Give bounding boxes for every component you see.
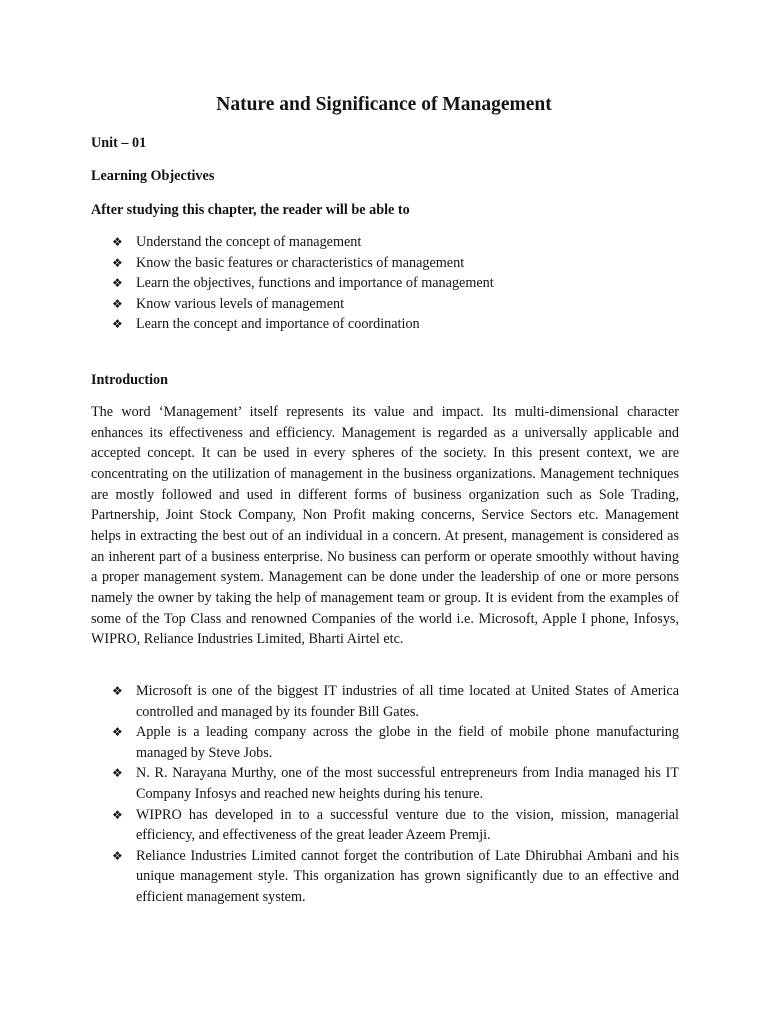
diamond-bullet-icon: ❖: [112, 255, 123, 270]
example-item: [0, 846, 679, 908]
examples-list: [0, 681, 679, 908]
example-text: Reliance Industries Limited cannot forget the contribution of Late Dhirubhai Ambani and his unique management style. This organization has grown significantly due to an effective and efficient management system.: [136, 847, 679, 905]
example-item: [0, 805, 679, 846]
objective-text: Learn the concept and importance of coordination: [136, 316, 420, 333]
unit-label: Unit – 01: [91, 135, 147, 151]
diamond-bullet-icon: ❖: [112, 848, 123, 863]
diamond-bullet-icon: ❖: [112, 766, 123, 781]
objective-text: Understand the concept of management: [136, 234, 362, 250]
document-title: Nature and Significance of Management: [216, 94, 552, 115]
introduction-paragraph: The word ‘Management’ itself represents its value and impact. Its multi-dimensional character enhances its effectiveness and efficiency. Management is regarded as a universally applicable and accepted concept. It can be used in every spheres of the society. In this present context, we are concentrating on the utilization of management in the business organizations. Management techniques are mostly followed and used in different forms of business organization such as Sole Trading, Partnership, Joint Stock Company, Non Profit making concerns, Service Sectors etc. Management helps in extracting the best out of an individual in a concern. At present, management is considered as an inherent part of a business enterprise. No business can perform or operate smoothly without having a proper management system. Management can be done under the leadership of one or more persons namely the owner by taking the help of management team or group. It is evident from the examples of some of the Top Class and renowned Companies of the world i.e. Microsoft, Apple I phone, Infosys, WIPRO, Reliance Industries Limited, Bharti Airtel etc.: [91, 404, 679, 648]
example-item: [0, 681, 679, 722]
example-text: Apple is a leading company across the globe in the field of mobile phone manufacturing managed by Steve Jobs.: [136, 724, 679, 761]
example-text: N. R. Narayana Murthy, one of the most successful entrepreneurs from India managed his IT Company Infosys and reached new heights during his tenure.: [136, 765, 679, 802]
example-item: [0, 722, 679, 763]
diamond-bullet-icon: ❖: [112, 725, 123, 740]
after-studying-heading: After studying this chapter, the reader will be able to: [91, 202, 410, 218]
objective-text: Learn the objectives, functions and importance of management: [136, 275, 494, 292]
objectives-list: [0, 232, 679, 335]
diamond-bullet-icon: ❖: [112, 807, 123, 822]
example-item: [0, 763, 679, 804]
objective-text: Know various levels of management: [136, 295, 345, 312]
objective-text: Know the basic features or characteristics of management: [136, 254, 465, 271]
objective-item: [0, 232, 679, 253]
diamond-bullet-icon: ❖: [112, 684, 123, 698]
diamond-bullet-icon: ❖: [112, 235, 123, 249]
example-text: WIPRO has developed in to a successful venture due to the vision, mission, managerial efficiency, and effectiveness of the great leader Azeem Premji.: [136, 806, 679, 844]
diamond-bullet-icon: ❖: [112, 276, 123, 291]
diamond-bullet-icon: ❖: [112, 296, 123, 311]
example-text: Microsoft is one of the biggest IT industries of all time located at United States of America controlled and managed by its founder Bill Gates.: [136, 683, 679, 720]
introduction-heading: Introduction: [91, 372, 168, 388]
objective-item: [0, 294, 679, 315]
objective-item: [0, 273, 679, 294]
diamond-bullet-icon: ❖: [112, 317, 123, 332]
learning-objectives-heading: Learning Objectives: [91, 168, 215, 184]
objective-item: [0, 253, 679, 274]
objective-item: [0, 314, 679, 335]
